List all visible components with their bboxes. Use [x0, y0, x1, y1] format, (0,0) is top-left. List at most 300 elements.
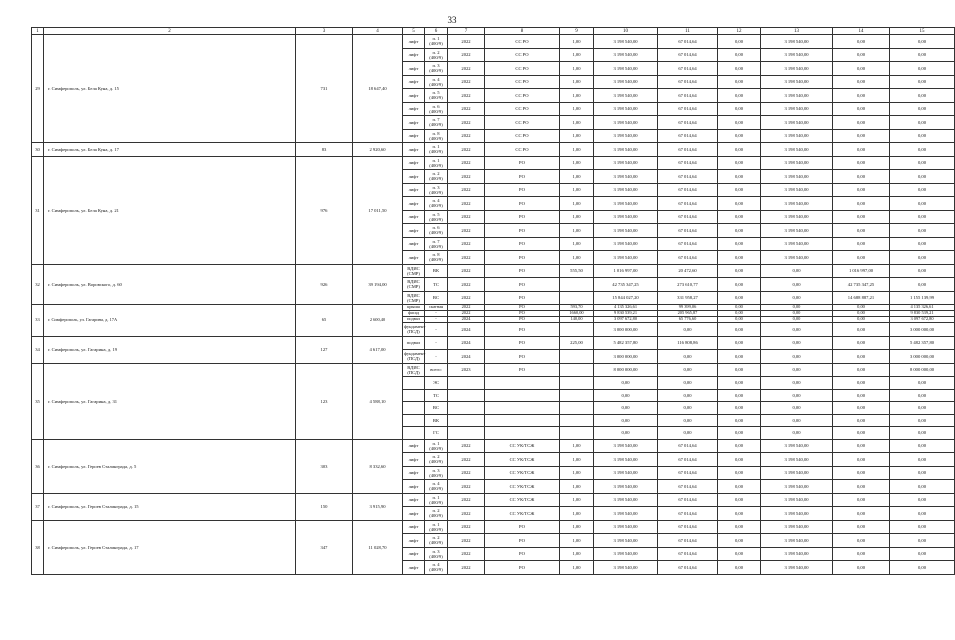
data-cell-col-11: 65 776,60 [658, 317, 718, 323]
data-cell-col-8: СС УК/ТСЖ [485, 453, 560, 467]
data-cell-col-11: 67 014,64 [658, 466, 718, 480]
data-cell-col-12: 0,00 [718, 197, 761, 211]
row-number-cell: 33 [32, 305, 44, 337]
data-cell-col-15: 0,00 [890, 170, 955, 184]
data-cell-col-14: 0,00 [833, 237, 890, 251]
data-cell-col-15: 0,00 [890, 197, 955, 211]
data-cell-col-12: 0,00 [718, 389, 761, 402]
data-cell-col-11: 0,00 [658, 363, 718, 377]
data-cell-col-11: 67 014,64 [658, 156, 718, 170]
data-cell-col-6: ВК [425, 264, 448, 278]
data-cell-col-15: 0,00 [890, 520, 955, 534]
data-cell-col-8 [485, 402, 560, 415]
data-cell-col-7: 2024 [448, 336, 485, 350]
data-cell-col-13: 0,00 [761, 427, 833, 440]
data-cell-col-5: ВДИС (СМР) [403, 291, 425, 305]
data-cell-col-11: 67 014,64 [658, 102, 718, 116]
data-cell-col-6: п. 4 (400/9) [425, 197, 448, 211]
data-cell-col-13: 0,00 [761, 350, 833, 364]
data-cell-col-8: РО [485, 224, 560, 238]
data-cell-col-14: 0,00 [833, 170, 890, 184]
data-cell-col-11: 67 014,64 [658, 480, 718, 494]
row-number-cell: 30 [32, 143, 44, 157]
data-cell-col-12: 0,00 [718, 311, 761, 317]
data-cell-col-5: лифт [403, 62, 425, 76]
data-cell-col-8: РО [485, 264, 560, 278]
data-cell-col-7: 2022 [448, 102, 485, 116]
data-cell-col-10: 0,00 [594, 377, 658, 390]
data-cell-col-15: 0,00 [890, 129, 955, 143]
data-cell-col-10: 3 198 540,00 [594, 251, 658, 265]
data-cell-col-10: 15 844 027,20 [594, 291, 658, 305]
data-cell-col-7: 2022 [448, 62, 485, 76]
data-cell-col-14: 0,00 [833, 251, 890, 265]
row-number-cell: 38 [32, 520, 44, 574]
data-cell-col-12: 0,00 [718, 156, 761, 170]
data-cell-col-11: 67 014,64 [658, 210, 718, 224]
data-cell-col-5: лифт [403, 156, 425, 170]
data-cell-col-6: ВС [425, 402, 448, 415]
data-cell-col-6: п. 3 (400/9) [425, 466, 448, 480]
data-cell-col-13: 3 198 540,00 [761, 237, 833, 251]
data-cell-col-10: 3 198 540,00 [594, 439, 658, 453]
data-cell-col-6: п. 5 (400/9) [425, 210, 448, 224]
data-cell-col-5: ВДИС (СМР) [403, 278, 425, 292]
data-cell-col-12: 0,00 [718, 75, 761, 89]
page-number: 33 [447, 15, 457, 25]
data-cell-col-8: СС РО [485, 102, 560, 116]
data-cell-col-15: 0,00 [890, 402, 955, 415]
data-cell-col-11: 67 014,64 [658, 197, 718, 211]
data-cell-col-8: СС РО [485, 35, 560, 49]
data-cell-col-8: СС РО [485, 116, 560, 130]
data-cell-col-8: СС РО [485, 89, 560, 103]
data-cell-col-15: 0,00 [890, 453, 955, 467]
data-cell-col-9: 1,00 [560, 62, 594, 76]
data-cell-col-9: 1,00 [560, 170, 594, 184]
data-cell-col-7: 2022 [448, 534, 485, 548]
column-3-cell: 347 [296, 520, 353, 574]
column-4-cell: 4 588,10 [353, 363, 403, 439]
row-number-cell: 36 [32, 439, 44, 493]
column-number-cell: 15 [890, 28, 955, 35]
data-cell-col-7: 2022 [448, 480, 485, 494]
data-cell-col-10: 3 198 540,00 [594, 170, 658, 184]
data-cell-col-15: 0,00 [890, 156, 955, 170]
data-cell-col-15: 5 482 357,80 [890, 336, 955, 350]
data-cell-col-11: 0,00 [658, 402, 718, 415]
column-4-cell: 11 028,70 [353, 520, 403, 574]
data-cell-col-10: 3 198 540,00 [594, 143, 658, 157]
data-cell-col-7: 2022 [448, 116, 485, 130]
data-cell-col-13: 0,00 [761, 311, 833, 317]
data-cell-col-10: 3 198 540,00 [594, 75, 658, 89]
data-cell-col-12: 0,00 [718, 251, 761, 265]
data-cell-col-10: 3 198 540,00 [594, 547, 658, 561]
data-cell-col-9: 1,00 [560, 534, 594, 548]
data-cell-col-5: лифт [403, 170, 425, 184]
data-cell-col-8: РО [485, 237, 560, 251]
data-cell-col-5 [403, 377, 425, 390]
data-cell-col-10: 3 198 540,00 [594, 224, 658, 238]
data-cell-col-10: 3 198 540,00 [594, 62, 658, 76]
data-cell-col-10: 3 000 000,00 [594, 350, 658, 364]
data-cell-col-8: РО [485, 170, 560, 184]
column-3-cell: 127 [296, 336, 353, 363]
data-cell-col-5: лифт [403, 183, 425, 197]
data-cell-col-6: п. 3 (400/9) [425, 547, 448, 561]
data-cell-col-14: 0,00 [833, 102, 890, 116]
data-cell-col-11: 67 014,64 [658, 520, 718, 534]
data-cell-col-11: 67 014,64 [658, 493, 718, 507]
data-cell-col-6: п. 6 (400/9) [425, 224, 448, 238]
data-cell-col-5: лифт [403, 439, 425, 453]
column-3-cell: 303 [296, 439, 353, 493]
data-cell-col-6: скатная [425, 305, 448, 311]
data-cell-col-14: 14 688 887,21 [833, 291, 890, 305]
data-cell-col-7: 2022 [448, 156, 485, 170]
data-cell-col-11: 67 014,64 [658, 116, 718, 130]
data-cell-col-10: 1 016 997,00 [594, 264, 658, 278]
data-cell-col-13: 3 198 540,00 [761, 493, 833, 507]
column-number-cell: 13 [761, 28, 833, 35]
data-cell-col-15: 0,00 [890, 237, 955, 251]
data-cell-col-15: 0,00 [890, 534, 955, 548]
data-cell-col-6: - [425, 317, 448, 323]
address-cell: г. Симферополь, ул. Гагарина, д. 17А [44, 305, 296, 337]
data-cell-col-10: 3 198 540,00 [594, 466, 658, 480]
data-cell-col-7: 2022 [448, 305, 485, 311]
data-cell-col-11: 67 014,64 [658, 547, 718, 561]
data-cell-col-5: лифт [403, 102, 425, 116]
data-cell-col-9: 1,00 [560, 507, 594, 521]
column-4-cell: 2 600,40 [353, 305, 403, 337]
data-cell-col-12: 0,00 [718, 439, 761, 453]
data-cell-col-9: 1,00 [560, 251, 594, 265]
data-cell-col-6: ГС [425, 427, 448, 440]
data-cell-col-6: ЭС [425, 377, 448, 390]
data-cell-col-7: 2024 [448, 323, 485, 337]
column-3-cell: 976 [296, 156, 353, 264]
data-cell-col-10: 0,00 [594, 414, 658, 427]
data-cell-col-10: 3 198 540,00 [594, 89, 658, 103]
data-cell-col-6: п. 7 (400/9) [425, 237, 448, 251]
data-cell-col-8: РО [485, 317, 560, 323]
column-4-cell: 39 194,00 [353, 264, 403, 305]
data-cell-col-8: СС УК/ТСЖ [485, 507, 560, 521]
data-cell-col-13: 3 198 540,00 [761, 547, 833, 561]
column-number-cell: 11 [658, 28, 718, 35]
data-cell-col-10: 3 198 540,00 [594, 183, 658, 197]
data-cell-col-14: 0,00 [833, 389, 890, 402]
data-cell-col-9: 1,00 [560, 143, 594, 157]
data-cell-col-14: 0,00 [833, 305, 890, 311]
data-cell-col-13: 3 198 540,00 [761, 102, 833, 116]
data-cell-col-12: 0,00 [718, 264, 761, 278]
data-cell-col-15: 0,00 [890, 493, 955, 507]
data-cell-col-10: 3 198 540,00 [594, 237, 658, 251]
data-cell-col-6: п. 3 (400/9) [425, 183, 448, 197]
data-cell-col-13: 3 198 540,00 [761, 48, 833, 62]
table-row [32, 156, 955, 170]
data-cell-col-9: 1,00 [560, 480, 594, 494]
data-cell-col-6: п. 2 (400/9) [425, 507, 448, 521]
data-cell-col-11: 116 808,86 [658, 336, 718, 350]
data-cell-col-5: подвал [403, 317, 425, 323]
data-cell-col-9: 1,00 [560, 35, 594, 49]
capital-repair-table [31, 27, 955, 575]
data-cell-col-8: СС РО [485, 129, 560, 143]
data-cell-col-13: 0,00 [761, 264, 833, 278]
data-cell-col-6: п. 1 (400/9) [425, 143, 448, 157]
data-cell-col-11: 67 014,64 [658, 129, 718, 143]
data-cell-col-9: 593,70 [560, 305, 594, 311]
data-cell-col-9 [560, 350, 594, 364]
column-3-cell: 926 [296, 264, 353, 305]
data-cell-col-9 [560, 363, 594, 377]
data-cell-col-11: 0,00 [658, 414, 718, 427]
data-cell-col-11: 67 014,64 [658, 439, 718, 453]
data-cell-col-12: 0,00 [718, 520, 761, 534]
data-cell-col-5: лифт [403, 237, 425, 251]
data-cell-col-13: 0,00 [761, 323, 833, 337]
data-cell-col-7: 2022 [448, 291, 485, 305]
data-cell-col-8: СС РО [485, 62, 560, 76]
data-cell-col-12: 0,00 [718, 183, 761, 197]
data-cell-col-9: 1,00 [560, 493, 594, 507]
data-cell-col-10: 3 198 540,00 [594, 534, 658, 548]
data-cell-col-6: п. 2 (400/9) [425, 170, 448, 184]
data-cell-col-10: 3 198 540,00 [594, 156, 658, 170]
data-cell-col-5: ВДИС (ПСД) [403, 363, 425, 377]
table-row [32, 493, 955, 507]
data-cell-col-9 [560, 323, 594, 337]
data-cell-col-11: 0,00 [658, 427, 718, 440]
data-cell-col-15: 9 830 539,21 [890, 311, 955, 317]
data-cell-col-11: 67 014,64 [658, 534, 718, 548]
data-cell-col-13: 3 198 540,00 [761, 75, 833, 89]
data-cell-col-12: 0,00 [718, 224, 761, 238]
data-cell-col-7: 2022 [448, 278, 485, 292]
data-cell-col-9: 1660,00 [560, 311, 594, 317]
data-cell-col-7: 2024 [448, 350, 485, 364]
data-cell-col-5: фундамент (ПСД) [404, 324, 426, 335]
data-cell-col-5: лифт [403, 466, 425, 480]
data-cell-col-6: п. 2 (400/9) [425, 534, 448, 548]
data-cell-col-7: 2022 [448, 251, 485, 265]
data-cell-col-12: 0,00 [718, 363, 761, 377]
data-cell-col-11: 99 399,06 [658, 305, 718, 311]
data-cell-col-14: 0,00 [833, 377, 890, 390]
data-cell-col-10: 3 198 540,00 [594, 48, 658, 62]
data-cell-col-8: РО [485, 336, 560, 350]
data-cell-col-10: 3 198 540,00 [594, 480, 658, 494]
data-cell-col-7: 2022 [448, 493, 485, 507]
data-cell-col-7: 2024 [448, 317, 485, 323]
data-cell-col-15: 1 155 139,99 [890, 291, 955, 305]
data-cell-col-14: 0,00 [833, 363, 890, 377]
data-cell-col-7: 2022 [448, 210, 485, 224]
data-cell-col-15: 0,00 [890, 439, 955, 453]
address-cell: г. Симферополь, ул. Бела Куна, д. 17 [44, 143, 296, 157]
data-cell-col-7: 2022 [448, 170, 485, 184]
column-4-cell: 8 332,60 [353, 439, 403, 493]
data-cell-col-11: 0,00 [658, 323, 718, 337]
data-cell-col-11: 205 965,87 [658, 311, 718, 317]
data-cell-col-12: 0,00 [718, 493, 761, 507]
data-cell-col-12: 0,00 [718, 210, 761, 224]
data-cell-col-14: 0,00 [833, 439, 890, 453]
data-cell-col-11: 0,00 [658, 377, 718, 390]
data-cell-col-8: РО [485, 210, 560, 224]
data-cell-col-15: 0,00 [890, 224, 955, 238]
data-cell-col-14: 0,00 [833, 311, 890, 317]
data-cell-col-13: 3 198 540,00 [761, 35, 833, 49]
data-cell-col-13: 3 198 540,00 [761, 116, 833, 130]
data-cell-col-11: 67 014,64 [658, 89, 718, 103]
data-cell-col-9: 1,00 [560, 466, 594, 480]
data-cell-col-8: РО [485, 311, 560, 317]
data-cell-col-8: РО [485, 363, 560, 377]
data-cell-col-15: 0,00 [890, 427, 955, 440]
data-cell-col-10: 3 097 672,80 [594, 317, 658, 323]
data-cell-col-6: - [425, 311, 448, 317]
data-cell-col-11: 67 014,64 [658, 183, 718, 197]
data-cell-col-14: 0,00 [833, 89, 890, 103]
data-cell-col-8: РО [485, 350, 560, 364]
data-cell-col-9: 1,00 [560, 75, 594, 89]
column-number-cell: 6 [425, 28, 448, 35]
data-cell-col-8: СС УК/ТСЖ [485, 439, 560, 453]
data-cell-col-7 [448, 402, 485, 415]
data-cell-col-9: 1,00 [560, 129, 594, 143]
data-cell-col-15: 0,00 [890, 89, 955, 103]
data-cell-col-14: 1 016 997,00 [833, 264, 890, 278]
data-cell-col-13: 0,00 [761, 336, 833, 350]
table-row [32, 264, 955, 278]
row-number-cell: 31 [32, 156, 44, 264]
data-cell-col-9: 1,00 [560, 453, 594, 467]
row-number-cell: 29 [32, 35, 44, 143]
data-cell-col-6: п. 1 (400/9) [425, 35, 448, 49]
data-cell-col-6: всего: [425, 363, 448, 377]
data-cell-col-12: 0,00 [718, 129, 761, 143]
data-cell-col-12: 0,00 [718, 237, 761, 251]
data-cell-col-5 [403, 402, 425, 415]
column-4-cell: 3 915,90 [353, 493, 403, 520]
data-cell-col-8: СС РО [485, 75, 560, 89]
data-cell-col-5: лифт [403, 89, 425, 103]
data-cell-col-14: 0,00 [833, 520, 890, 534]
data-cell-col-12: 0,00 [718, 534, 761, 548]
column-4-cell: 4 617,00 [353, 336, 403, 363]
data-cell-col-13: 0,00 [761, 305, 833, 311]
data-cell-col-7: 2022 [448, 466, 485, 480]
data-cell-col-13: 3 198 540,00 [761, 62, 833, 76]
data-cell-col-8: СС УК/ТСЖ [485, 466, 560, 480]
column-4-cell: 18 647,40 [353, 35, 403, 143]
data-cell-col-12: 0,00 [718, 48, 761, 62]
data-cell-col-14: 0,00 [833, 402, 890, 415]
data-cell-col-15: 0,00 [890, 102, 955, 116]
address-cell: г. Симферополь, ул. Бела Куна, д. 21 [44, 156, 296, 264]
data-cell-col-12: 0,00 [718, 547, 761, 561]
data-cell-col-13: 3 198 540,00 [761, 534, 833, 548]
data-cell-col-9: 1,00 [560, 156, 594, 170]
data-cell-col-5: лифт [403, 493, 425, 507]
data-cell-col-12: 0,00 [718, 305, 761, 311]
data-cell-col-14: 0,00 [833, 493, 890, 507]
data-cell-col-7: 2022 [448, 547, 485, 561]
data-cell-col-5: лифт [403, 129, 425, 143]
data-cell-col-9: 1,00 [560, 520, 594, 534]
data-cell-col-14: 0,00 [833, 414, 890, 427]
data-cell-col-9: 225,00 [560, 336, 594, 350]
data-cell-col-15: 0,00 [890, 480, 955, 494]
data-cell-col-7: 2022 [448, 237, 485, 251]
data-cell-col-10: 42 735 347,25 [594, 278, 658, 292]
row-number-cell: 34 [32, 336, 44, 363]
column-number-cell: 7 [448, 28, 485, 35]
data-cell-col-10: 3 198 540,00 [594, 561, 658, 575]
data-cell-col-9: 1,00 [560, 183, 594, 197]
data-cell-col-15: 0,00 [890, 561, 955, 575]
data-cell-col-6: п. 4 (400/9) [425, 480, 448, 494]
data-cell-col-13: 0,00 [761, 414, 833, 427]
data-cell-col-5: лифт [403, 520, 425, 534]
data-cell-col-7: 2022 [448, 507, 485, 521]
data-cell-col-8: РО [485, 305, 560, 311]
data-cell-col-8 [485, 389, 560, 402]
data-cell-col-15: 0,00 [890, 75, 955, 89]
data-cell-col-9: 1,00 [560, 116, 594, 130]
column-number-cell: 14 [833, 28, 890, 35]
data-cell-col-7 [448, 427, 485, 440]
data-cell-col-15: 0,00 [890, 507, 955, 521]
data-cell-col-5: лифт [403, 507, 425, 521]
data-cell-col-11: 67 014,64 [658, 507, 718, 521]
data-cell-col-14: 0,00 [833, 116, 890, 130]
data-cell-col-5: лифт [403, 453, 425, 467]
data-cell-col-11: 67 014,64 [658, 170, 718, 184]
data-cell-col-8: СС УК/ТСЖ [485, 480, 560, 494]
data-cell-col-11: 67 014,64 [658, 35, 718, 49]
data-cell-col-9: 1,00 [560, 547, 594, 561]
data-cell-col-15: 0,00 [890, 210, 955, 224]
data-cell-col-13: 0,00 [761, 377, 833, 390]
data-cell-col-6: - [425, 336, 448, 350]
data-cell-col-7 [448, 414, 485, 427]
data-cell-col-13: 0,00 [761, 389, 833, 402]
data-cell-col-13: 3 198 540,00 [761, 156, 833, 170]
data-cell-col-7: 2022 [448, 224, 485, 238]
data-cell-col-8: РО [485, 183, 560, 197]
address-cell: г. Симферополь, ул. Гагарина, д. 19 [44, 336, 296, 363]
data-cell-col-7: 2022 [448, 311, 485, 317]
column-3-cell: 150 [296, 493, 353, 520]
data-cell-col-13: 0,00 [761, 402, 833, 415]
data-cell-col-6: п. 6 (400/9) [425, 102, 448, 116]
column-number-cell: 1 [32, 28, 44, 35]
data-cell-col-9: 1,00 [560, 439, 594, 453]
data-cell-col-5: фасад [403, 311, 425, 317]
column-number-cell: 8 [485, 28, 560, 35]
data-cell-col-15: 0,00 [890, 251, 955, 265]
data-cell-col-15: 0,00 [890, 48, 955, 62]
data-cell-col-12: 0,00 [718, 453, 761, 467]
data-cell-col-10: 5 482 357,80 [594, 336, 658, 350]
data-cell-col-12: 0,00 [718, 116, 761, 130]
